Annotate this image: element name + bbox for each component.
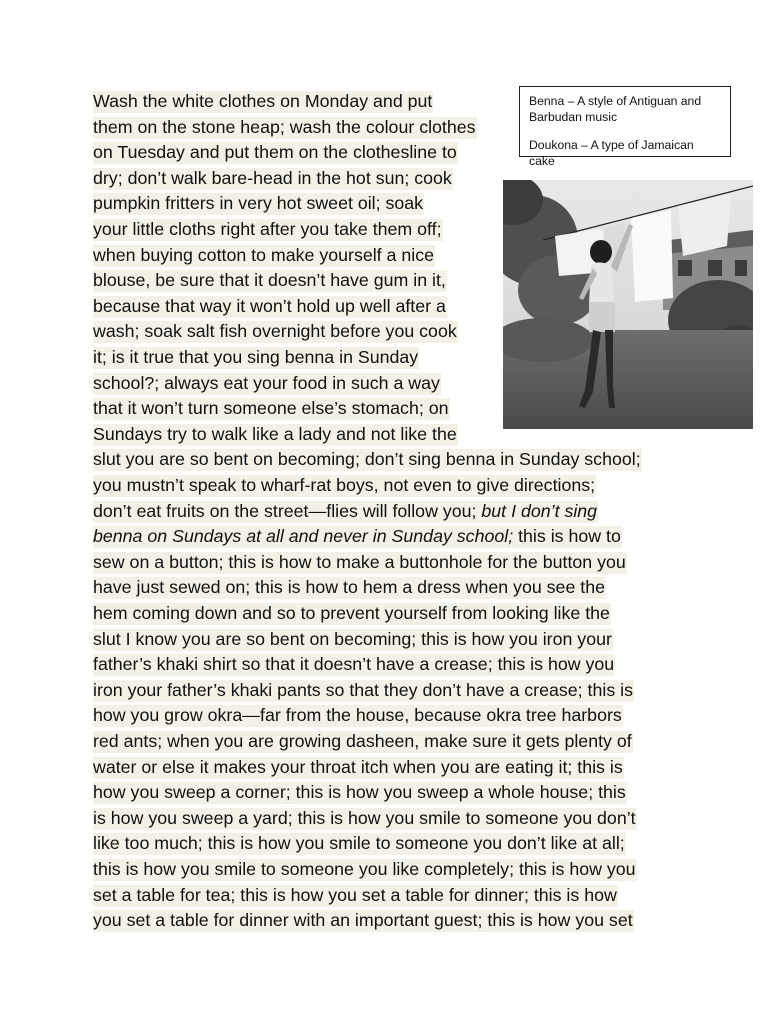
highlighted-text [93, 910, 634, 932]
italic-text: but I don’t sing [481, 500, 598, 521]
text-segment: this is how you smile to someone you like completely; this is how you [93, 859, 636, 879]
text-segment: blouse, be sure that it doesn’t have gum in it, [93, 270, 446, 291]
text-line [93, 524, 622, 548]
text-segment: when buying cotton to make yourself a nice [93, 244, 435, 265]
photo-woman-hanging-laundry [503, 180, 753, 429]
text-line [93, 294, 447, 318]
text-line [93, 627, 613, 651]
text-line [93, 857, 637, 881]
highlighted-text [93, 731, 633, 753]
text-line [93, 217, 443, 241]
highlighted-text [93, 270, 447, 292]
text-line [93, 550, 627, 574]
text-segment: pumpkin fritters in very hot sweet oil; soak [93, 193, 424, 214]
text-line [93, 243, 435, 267]
text-line [93, 140, 458, 164]
text-line [93, 780, 627, 804]
highlighted-text [93, 680, 634, 702]
text-line [93, 908, 634, 932]
highlighted-text [93, 321, 458, 343]
glossary-box [519, 86, 731, 168]
text-line [93, 396, 450, 420]
text-segment: is how you sweep a yard; this is how you smile to someone you don’t [93, 807, 636, 828]
text-line [93, 806, 637, 830]
highlighted-text [93, 117, 477, 139]
glossary-entry-benna: Benna – A style of Antiguan and Barbudan music [529, 94, 702, 124]
highlighted-text [93, 219, 443, 241]
text-segment: red ants; when you are growing dasheen, make sure it gets plenty of [93, 731, 632, 751]
text-line [93, 883, 618, 907]
highlighted-text [93, 398, 450, 420]
text-segment: wash; soak salt fish overnight before you cook [93, 321, 457, 342]
highlighted-text [93, 705, 623, 727]
text-segment: because that way it won’t hold up well after a [93, 295, 446, 316]
highlighted-text [93, 193, 424, 215]
text-segment: on Tuesday and put them on the clothesline to [93, 142, 457, 163]
text-line [93, 166, 453, 190]
text-line [93, 268, 447, 292]
italic-text: benna on Sundays at all and never in Sunday school; [93, 526, 514, 547]
highlighted-text [93, 142, 458, 164]
highlighted-text [93, 808, 637, 830]
highlighted-text [93, 296, 447, 318]
highlighted-text [93, 859, 637, 881]
highlighted-text [93, 424, 458, 446]
highlighted-text [93, 757, 624, 779]
text-segment: water or else it makes your throat itch when you are eating it; this is [93, 756, 623, 777]
text-line [93, 499, 598, 523]
text-line [93, 755, 624, 779]
text-segment: that it won’t turn someone else’s stomach; on [93, 398, 449, 419]
text-segment: it; is it true that you sing benna in Sunday [93, 347, 419, 367]
highlighted-text [93, 91, 433, 113]
highlighted-text [93, 654, 615, 676]
highlighted-text [93, 782, 627, 804]
text-segment: don’t eat fruits on the street—flies will follow you; [93, 500, 482, 521]
highlighted-text [93, 885, 618, 907]
text-segment: Sundays try to walk like a lady and not like the [93, 423, 457, 444]
highlighted-text [93, 245, 435, 267]
text-segment: like too much; this is how you smile to someone you don’t like at all; [93, 833, 625, 854]
text-segment: iron your father’s khaki pants so that they don’t have a crease; this is [93, 679, 633, 700]
text-segment: slut you are so bent on becoming; don’t sing benna in Sunday school; [93, 449, 641, 470]
text-segment: slut I know you are so bent on becoming; this is how you iron your [93, 628, 612, 649]
text-line [93, 115, 477, 139]
highlighted-text [93, 629, 613, 651]
highlighted-text [93, 526, 622, 548]
text-segment: hem coming down and so to prevent yourself from looking like the [93, 603, 610, 623]
text-line [93, 831, 626, 855]
text-line [93, 703, 623, 727]
text-segment: school?; always eat your food in such a way [93, 372, 440, 393]
highlighted-text [93, 373, 441, 395]
text-segment: how you sweep a corner; this is how you sweep a whole house; this [93, 782, 626, 803]
text-segment: you mustn’t speak to wharf-rat boys, not even to give directions; [93, 475, 596, 495]
text-line [93, 447, 642, 471]
text-segment: you set a table for dinner with an important guest; this is how you set [93, 910, 633, 931]
text-segment: Wash the white clothes on Monday and put [93, 91, 433, 111]
text-segment: how you grow okra—far from the house, because okra tree harbors [93, 705, 622, 726]
text-segment: them on the stone heap; wash the colour clothes [93, 116, 476, 137]
text-segment: your little cloths right after you take them off; [93, 219, 442, 239]
highlighted-text [93, 501, 598, 523]
text-segment: this is how to [513, 526, 621, 547]
text-line [93, 371, 441, 395]
text-segment: have just sewed on; this is how to hem a dress when you see the [93, 577, 605, 598]
highlighted-text [93, 833, 626, 855]
highlighted-text [93, 449, 642, 471]
glossary-entry-doukona: Doukona – A type of Jamaican cake [529, 138, 694, 168]
highlighted-text [93, 168, 453, 190]
text-segment: sew on a button; this is how to make a buttonhole for the button you [93, 551, 626, 572]
text-line [93, 678, 634, 702]
text-line [93, 575, 606, 599]
highlighted-text [93, 577, 606, 599]
text-line [93, 729, 633, 753]
text-segment: father’s khaki shirt so that it doesn’t have a crease; this is how you [93, 654, 615, 675]
text-line [93, 89, 433, 113]
highlighted-text [93, 475, 596, 497]
text-line [93, 345, 419, 369]
text-line [93, 191, 424, 215]
text-segment: set a table for tea; this is how you set a table for dinner; this is how [93, 884, 617, 905]
text-line [93, 319, 458, 343]
text-line [93, 422, 458, 446]
text-line [93, 473, 596, 497]
highlighted-text [93, 347, 419, 369]
highlighted-text [93, 552, 627, 574]
highlighted-text [93, 603, 611, 625]
text-segment: dry; don’t walk bare-head in the hot sun; cook [93, 167, 452, 188]
text-line [93, 601, 611, 625]
text-line [93, 652, 615, 676]
